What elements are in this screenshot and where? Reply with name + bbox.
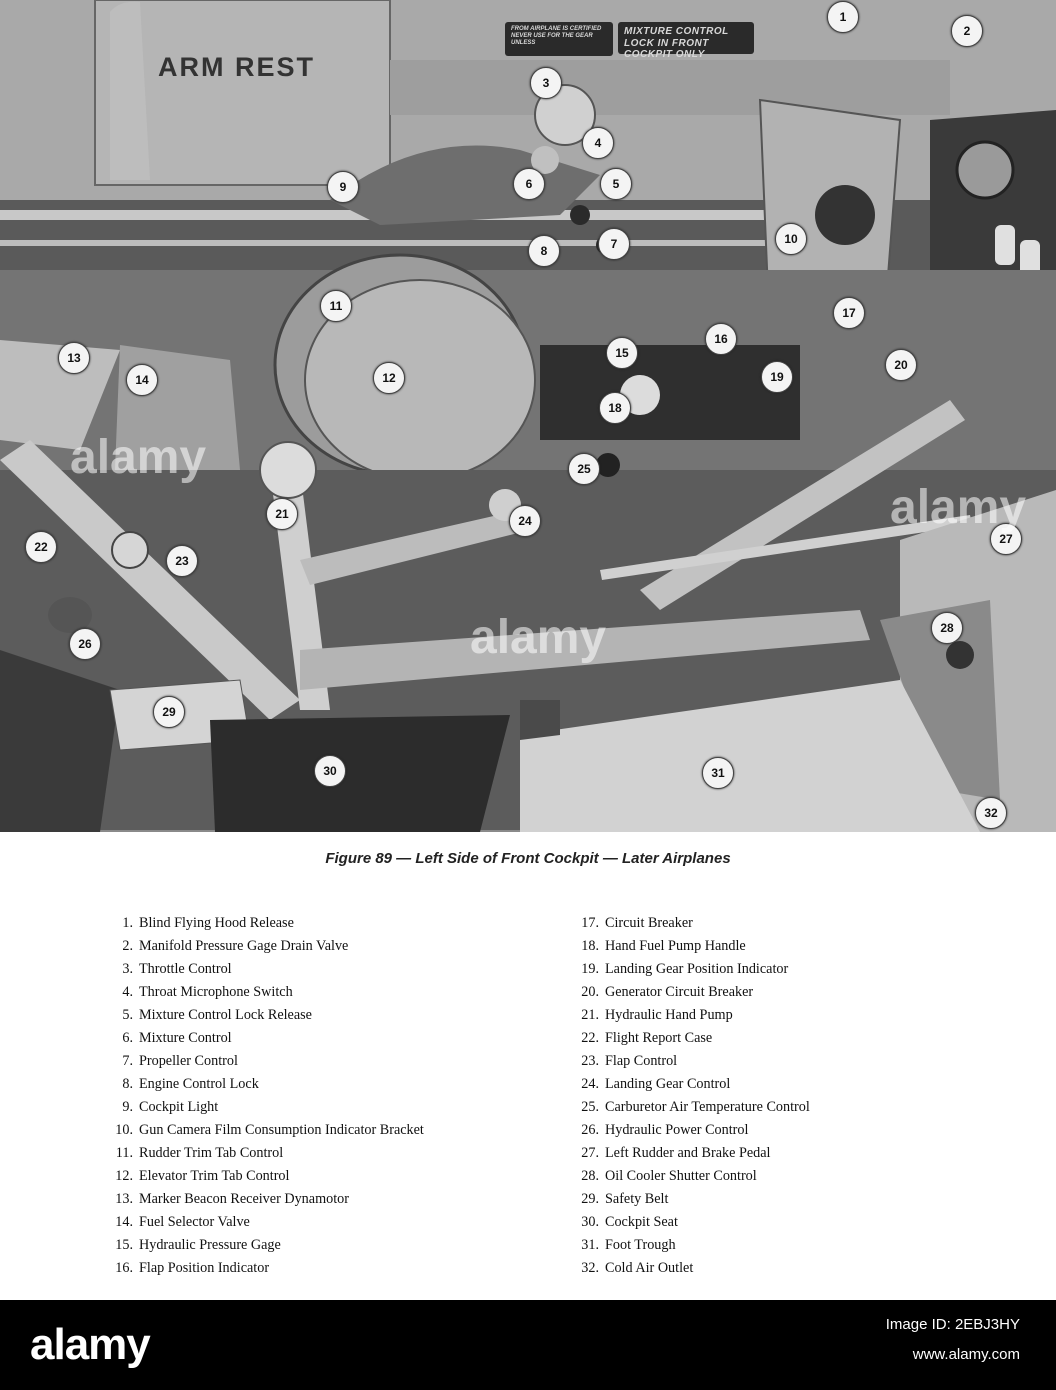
- callout-marker: 5: [600, 168, 632, 200]
- legend-item: [97, 1027, 424, 1050]
- legend-right-column: [563, 912, 810, 1280]
- callout-marker: 8: [528, 235, 560, 267]
- legend-number: 24.: [581, 1076, 599, 1092]
- legend-number: 16.: [115, 1260, 133, 1276]
- legend-label: Mixture Control Lock Release: [139, 1007, 312, 1023]
- legend-number: 23.: [581, 1053, 599, 1069]
- legend-item: [97, 1004, 424, 1027]
- legend-number: 3.: [122, 961, 133, 977]
- callout-marker: 32: [975, 797, 1007, 829]
- watermark: alamy: [890, 481, 1027, 534]
- legend-item: [563, 1257, 810, 1280]
- legend-item: [563, 1004, 810, 1027]
- callout-marker: 9: [327, 171, 359, 203]
- legend-label: Rudder Trim Tab Control: [139, 1145, 284, 1161]
- legend-item: [563, 981, 810, 1004]
- callout-marker: 29: [153, 696, 185, 728]
- legend-item: [563, 958, 810, 981]
- callout-marker: 7: [598, 228, 630, 260]
- legend-number: 31.: [581, 1237, 599, 1253]
- legend-label: Gun Camera Film Consumption Indicator Bracket: [139, 1122, 424, 1138]
- legend-label: Marker Beacon Receiver Dynamotor: [139, 1191, 349, 1207]
- legend-number: 19.: [581, 961, 599, 977]
- callout-marker: 14: [126, 364, 158, 396]
- legend-label: Cold Air Outlet: [605, 1260, 694, 1276]
- callout-marker: 18: [599, 392, 631, 424]
- legend-label: Blind Flying Hood Release: [139, 915, 294, 931]
- legend-label: Left Rudder and Brake Pedal: [605, 1145, 771, 1161]
- legend-label: Flap Position Indicator: [139, 1260, 270, 1276]
- legend-number: 2.: [122, 938, 133, 954]
- callout-marker: 10: [775, 223, 807, 255]
- callout-marker: 22: [25, 531, 57, 563]
- legend-item: [563, 1142, 810, 1165]
- legend-label: Oil Cooler Shutter Control: [605, 1168, 757, 1184]
- legend-item: [97, 958, 424, 981]
- legend-item: [563, 1234, 810, 1257]
- legend-number: 28.: [581, 1168, 599, 1184]
- legend-item: [97, 981, 424, 1004]
- legend-item: [563, 1050, 810, 1073]
- legend-label: Throttle Control: [139, 961, 232, 977]
- legend-label: Carburetor Air Temperature Control: [605, 1099, 810, 1115]
- legend-item: [97, 1073, 424, 1096]
- legend-label: Hydraulic Power Control: [605, 1122, 749, 1138]
- legend-number: 13.: [115, 1191, 133, 1207]
- legend-number: 18.: [581, 938, 599, 954]
- legend-number: 27.: [581, 1145, 599, 1161]
- stock-footer-bar: [0, 1300, 1056, 1390]
- legend-number: 25.: [581, 1099, 599, 1115]
- callout-marker: 17: [833, 297, 865, 329]
- legend-label: Cockpit Seat: [605, 1214, 678, 1230]
- figure-caption: Figure 89 — Left Side of Front Cockpit — Later Airplanes: [325, 850, 731, 867]
- legend-label: Flight Report Case: [605, 1030, 713, 1046]
- legend-label: Propeller Control: [139, 1053, 238, 1069]
- legend-item: [563, 1027, 810, 1050]
- legend-number: 29.: [581, 1191, 599, 1207]
- legend-item: [97, 1165, 424, 1188]
- legend-label: Circuit Breaker: [605, 915, 693, 931]
- callout-marker: 23: [166, 545, 198, 577]
- legend-item: [563, 1211, 810, 1234]
- legend-item: [97, 1119, 424, 1142]
- legend-item: [97, 1234, 424, 1257]
- legend-left-column: [97, 912, 424, 1280]
- callout-marker: 6: [513, 168, 545, 200]
- legend-label: Mixture Control: [139, 1030, 232, 1046]
- watermark: alamy: [70, 431, 207, 484]
- legend-label: Fuel Selector Valve: [139, 1214, 250, 1230]
- callout-marker: 20: [885, 349, 917, 381]
- legend-item: [97, 1211, 424, 1234]
- legend-label: Cockpit Light: [139, 1099, 219, 1115]
- legend-number: 7.: [122, 1053, 133, 1069]
- legend-item: [97, 1188, 424, 1211]
- callout-marker: 24: [509, 505, 541, 537]
- callout-marker: 30: [314, 755, 346, 787]
- callout-marker: 13: [58, 342, 90, 374]
- legend-number: 6.: [122, 1030, 133, 1046]
- legend-number: 4.: [122, 984, 133, 1000]
- callout-marker: 27: [990, 523, 1022, 555]
- legend-item: [563, 935, 810, 958]
- legend-number: 17.: [581, 915, 599, 931]
- legend-item: [97, 1050, 424, 1073]
- callout-marker: 3: [530, 67, 562, 99]
- legend-number: 12.: [115, 1168, 133, 1184]
- callout-marker: 4: [582, 127, 614, 159]
- callout-marker: 31: [702, 757, 734, 789]
- legend-number: 22.: [581, 1030, 599, 1046]
- legend-item: [563, 1188, 810, 1211]
- legend-item: [563, 1165, 810, 1188]
- legend-item: [563, 912, 810, 935]
- legend-label: Safety Belt: [605, 1191, 669, 1207]
- legend-number: 20.: [581, 984, 599, 1000]
- legend-label: Landing Gear Control: [605, 1076, 731, 1092]
- callout-marker: 1: [827, 1, 859, 33]
- site-url: www.alamy.com: [912, 1346, 1020, 1363]
- legend-item: [563, 1073, 810, 1096]
- legend-number: 14.: [115, 1214, 133, 1230]
- callout-marker: 11: [320, 290, 352, 322]
- callout-marker: 15: [606, 337, 638, 369]
- legend-number: 30.: [581, 1214, 599, 1230]
- legend-number: 11.: [115, 1145, 133, 1161]
- callout-marker: 19: [761, 361, 793, 393]
- legend-label: Hand Fuel Pump Handle: [605, 938, 746, 954]
- callout-marker: 25: [568, 453, 600, 485]
- legend-item: [97, 1096, 424, 1119]
- legend-number: 32.: [581, 1260, 599, 1276]
- legend-label: Foot Trough: [605, 1237, 676, 1253]
- legend-label: Landing Gear Position Indicator: [605, 961, 789, 977]
- image-id: Image ID: 2EBJ3HY: [885, 1316, 1020, 1333]
- legend-label: Throat Microphone Switch: [139, 984, 293, 1000]
- legend-number: 8.: [122, 1076, 133, 1092]
- watermark: alamy: [470, 611, 607, 664]
- legend-item: [563, 1096, 810, 1119]
- legend-label: Hydraulic Pressure Gage: [139, 1237, 281, 1253]
- callout-marker: 12: [373, 362, 405, 394]
- alamy-logo: alamy: [30, 1320, 150, 1369]
- placard-mixture-lock: MIXTURE CONTROL LOCK IN FRONT COCKPIT ONLY: [618, 22, 754, 54]
- legend-label: Flap Control: [605, 1053, 678, 1069]
- legend-item: [563, 1119, 810, 1142]
- legend-number: 5.: [122, 1007, 133, 1023]
- callout-marker: 16: [705, 323, 737, 355]
- callout-marker: 21: [266, 498, 298, 530]
- legend-number: 1.: [122, 915, 133, 931]
- legend-number: 21.: [581, 1007, 599, 1023]
- legend-label: Generator Circuit Breaker: [605, 984, 754, 1000]
- legend-label: Manifold Pressure Gage Drain Valve: [139, 938, 349, 954]
- arm-rest-stencil: ARM REST: [158, 52, 315, 82]
- callout-marker: 2: [951, 15, 983, 47]
- legend-item: [97, 1257, 424, 1280]
- legend-label: Engine Control Lock: [139, 1076, 259, 1092]
- legend-number: 9.: [122, 1099, 133, 1115]
- legend-label: Hydraulic Hand Pump: [605, 1007, 733, 1023]
- legend-item: [97, 1142, 424, 1165]
- legend-item: [97, 912, 424, 935]
- legend-label: Elevator Trim Tab Control: [139, 1168, 290, 1184]
- legend-item: [97, 935, 424, 958]
- callout-marker: 26: [69, 628, 101, 660]
- placard-small: FROM AIRPLANE IS CERTIFIED NEVER USE FOR THE GEAR UNLESS: [505, 22, 613, 56]
- callout-marker: 28: [931, 612, 963, 644]
- legend-number: 15.: [115, 1237, 133, 1253]
- legend-number: 26.: [581, 1122, 599, 1138]
- legend-number: 10.: [115, 1122, 133, 1138]
